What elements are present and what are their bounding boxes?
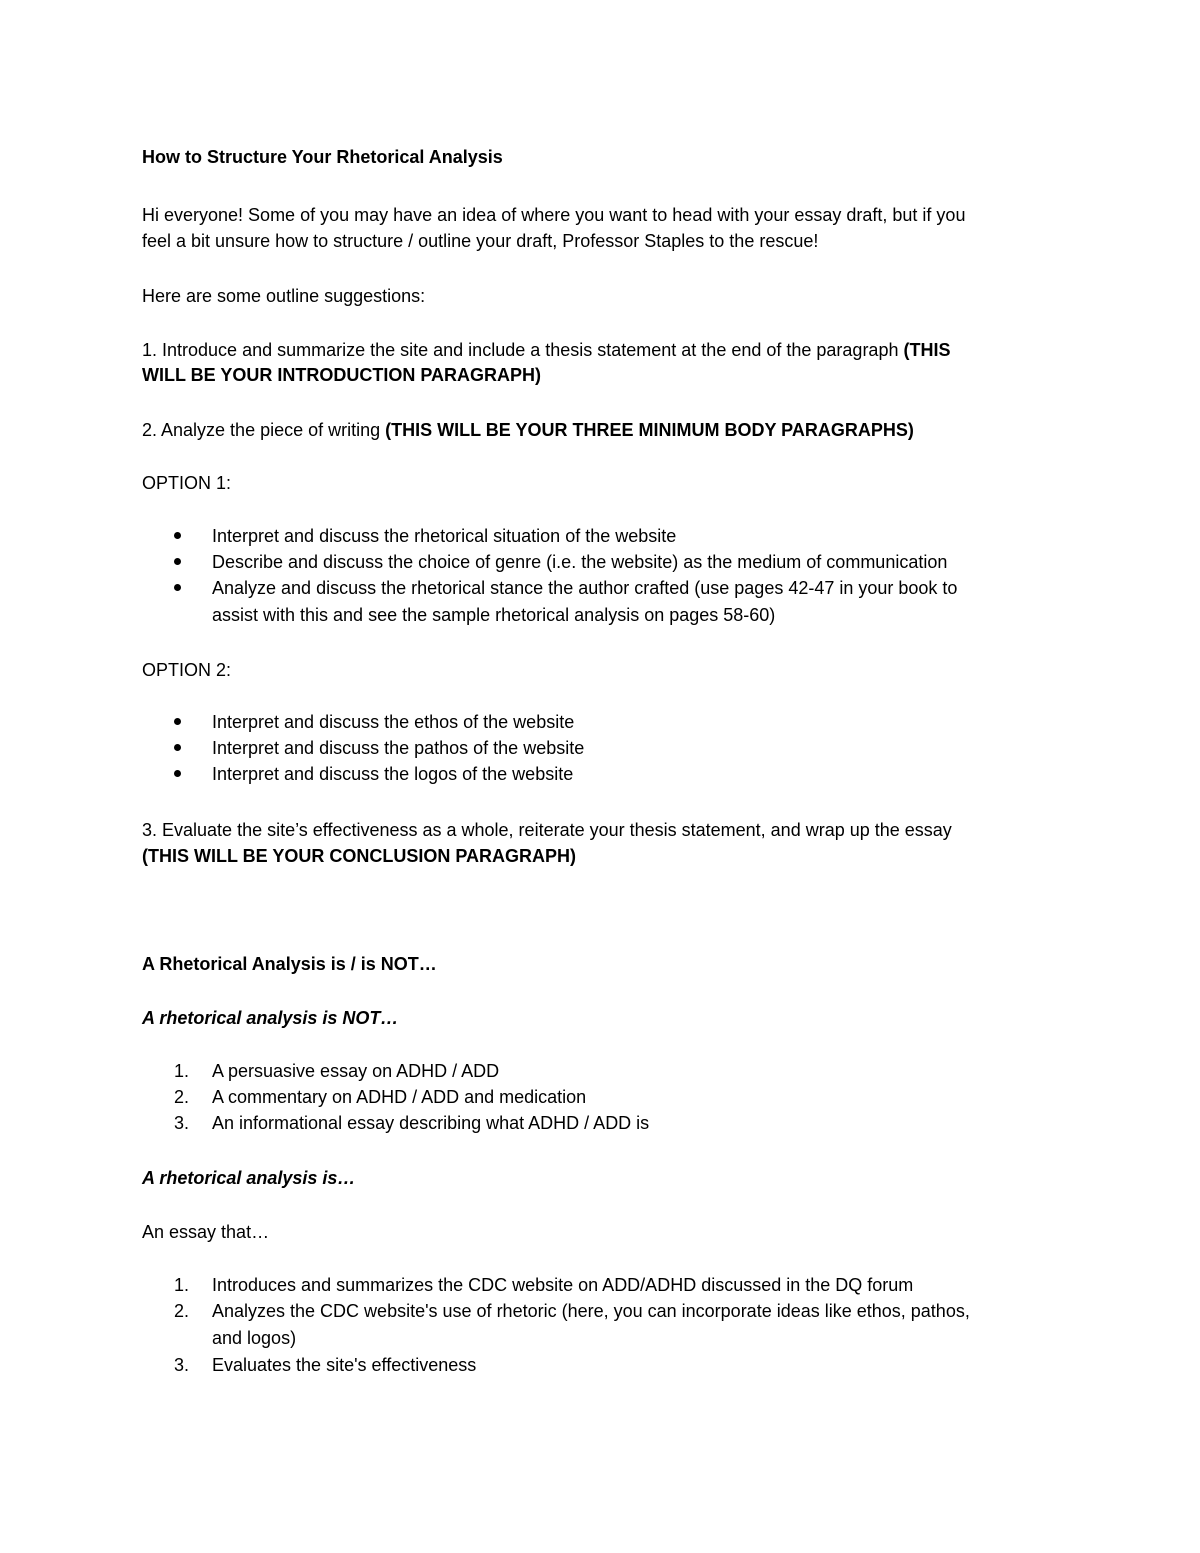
option-2-item-2: Interpret and discuss the pathos of the website — [212, 738, 585, 758]
intro-line-2: feel a bit unsure how to structure / outline your draft, Professor Staples to the rescue! — [142, 231, 819, 251]
is-item-2: Analyzes the CDC website's use of rhetoric (here, you can incorporate ideas like ethos, pathos, — [212, 1301, 970, 1321]
option-1-item-3: Analyze and discuss the rhetorical stance the author crafted (use pages 42-47 in your book to — [212, 578, 958, 598]
option-1-item-3-cont: assist with this and see the sample rhetorical analysis on pages 58-60) — [212, 605, 776, 625]
is-item-1-number: 1. — [174, 1275, 190, 1295]
option-1-label: OPTION 1: — [142, 473, 232, 493]
option-1-item-1: Interpret and discuss the rhetorical situation of the website — [212, 526, 677, 546]
not-item-3-number: 3. — [174, 1113, 190, 1133]
is-item-2-number: 2. — [174, 1301, 190, 1321]
document-title: How to Structure Your Rhetorical Analysis — [142, 147, 503, 167]
step-1-bold-a: (THIS — [903, 340, 951, 360]
bullet — [174, 744, 181, 751]
option-2-label: OPTION 2: — [142, 660, 232, 680]
is-item-2-cont: and logos) — [212, 1328, 297, 1348]
essay-that: An essay that… — [142, 1222, 270, 1242]
bullet — [174, 558, 181, 565]
not-item-1-number: 1. — [174, 1061, 190, 1081]
intro-line-1: Hi everyone! Some of you may have an idea of where you want to head with your essay draft, but if you — [142, 205, 966, 225]
is-item-3-number: 3. — [174, 1355, 190, 1375]
not-item-3: An informational essay describing what ADHD / ADD is — [212, 1113, 650, 1133]
step-2-bold: (THIS WILL BE YOUR THREE MINIMUM BODY PARAGRAPHS) — [385, 420, 914, 440]
not-item-2-number: 2. — [174, 1087, 190, 1107]
option-1-item-2: Describe and discuss the choice of genre (i.e. the website) as the medium of communication — [212, 552, 948, 572]
step-2-text: 2. Analyze the piece of writing — [142, 420, 386, 440]
not-item-2: A commentary on ADHD / ADD and medication — [212, 1087, 587, 1107]
bullet — [174, 532, 181, 539]
option-2-item-3: Interpret and discuss the logos of the website — [212, 764, 574, 784]
is-heading: A rhetorical analysis is… — [142, 1168, 356, 1188]
bullet — [174, 770, 181, 777]
step-1-line-2: WILL BE YOUR INTRODUCTION PARAGRAPH) — [142, 365, 541, 385]
step-2 — [142, 417, 914, 443]
section-2-heading: A Rhetorical Analysis is / is NOT… — [142, 954, 437, 974]
is-item-3: Evaluates the site's effectiveness — [212, 1355, 477, 1375]
step-3-line-1: 3. Evaluate the site’s effectiveness as a whole, reiterate your thesis statement, and wrap up the essay — [142, 820, 952, 840]
option-2-item-1: Interpret and discuss the ethos of the website — [212, 712, 575, 732]
step-3-line-2: (THIS WILL BE YOUR CONCLUSION PARAGRAPH) — [142, 846, 577, 866]
outline-heading: Here are some outline suggestions: — [142, 286, 426, 306]
is-item-1: Introduces and summarizes the CDC website on ADD/ADHD discussed in the DQ forum — [212, 1275, 914, 1295]
bullet — [174, 718, 181, 725]
not-heading: A rhetorical analysis is NOT… — [142, 1008, 399, 1028]
step-1-text: 1. Introduce and summarize the site and include a thesis statement at the end of the paragraph — [142, 340, 904, 360]
bullet — [174, 584, 181, 591]
not-item-1: A persuasive essay on ADHD / ADD — [212, 1061, 500, 1081]
step-1-line-1 — [142, 337, 950, 363]
